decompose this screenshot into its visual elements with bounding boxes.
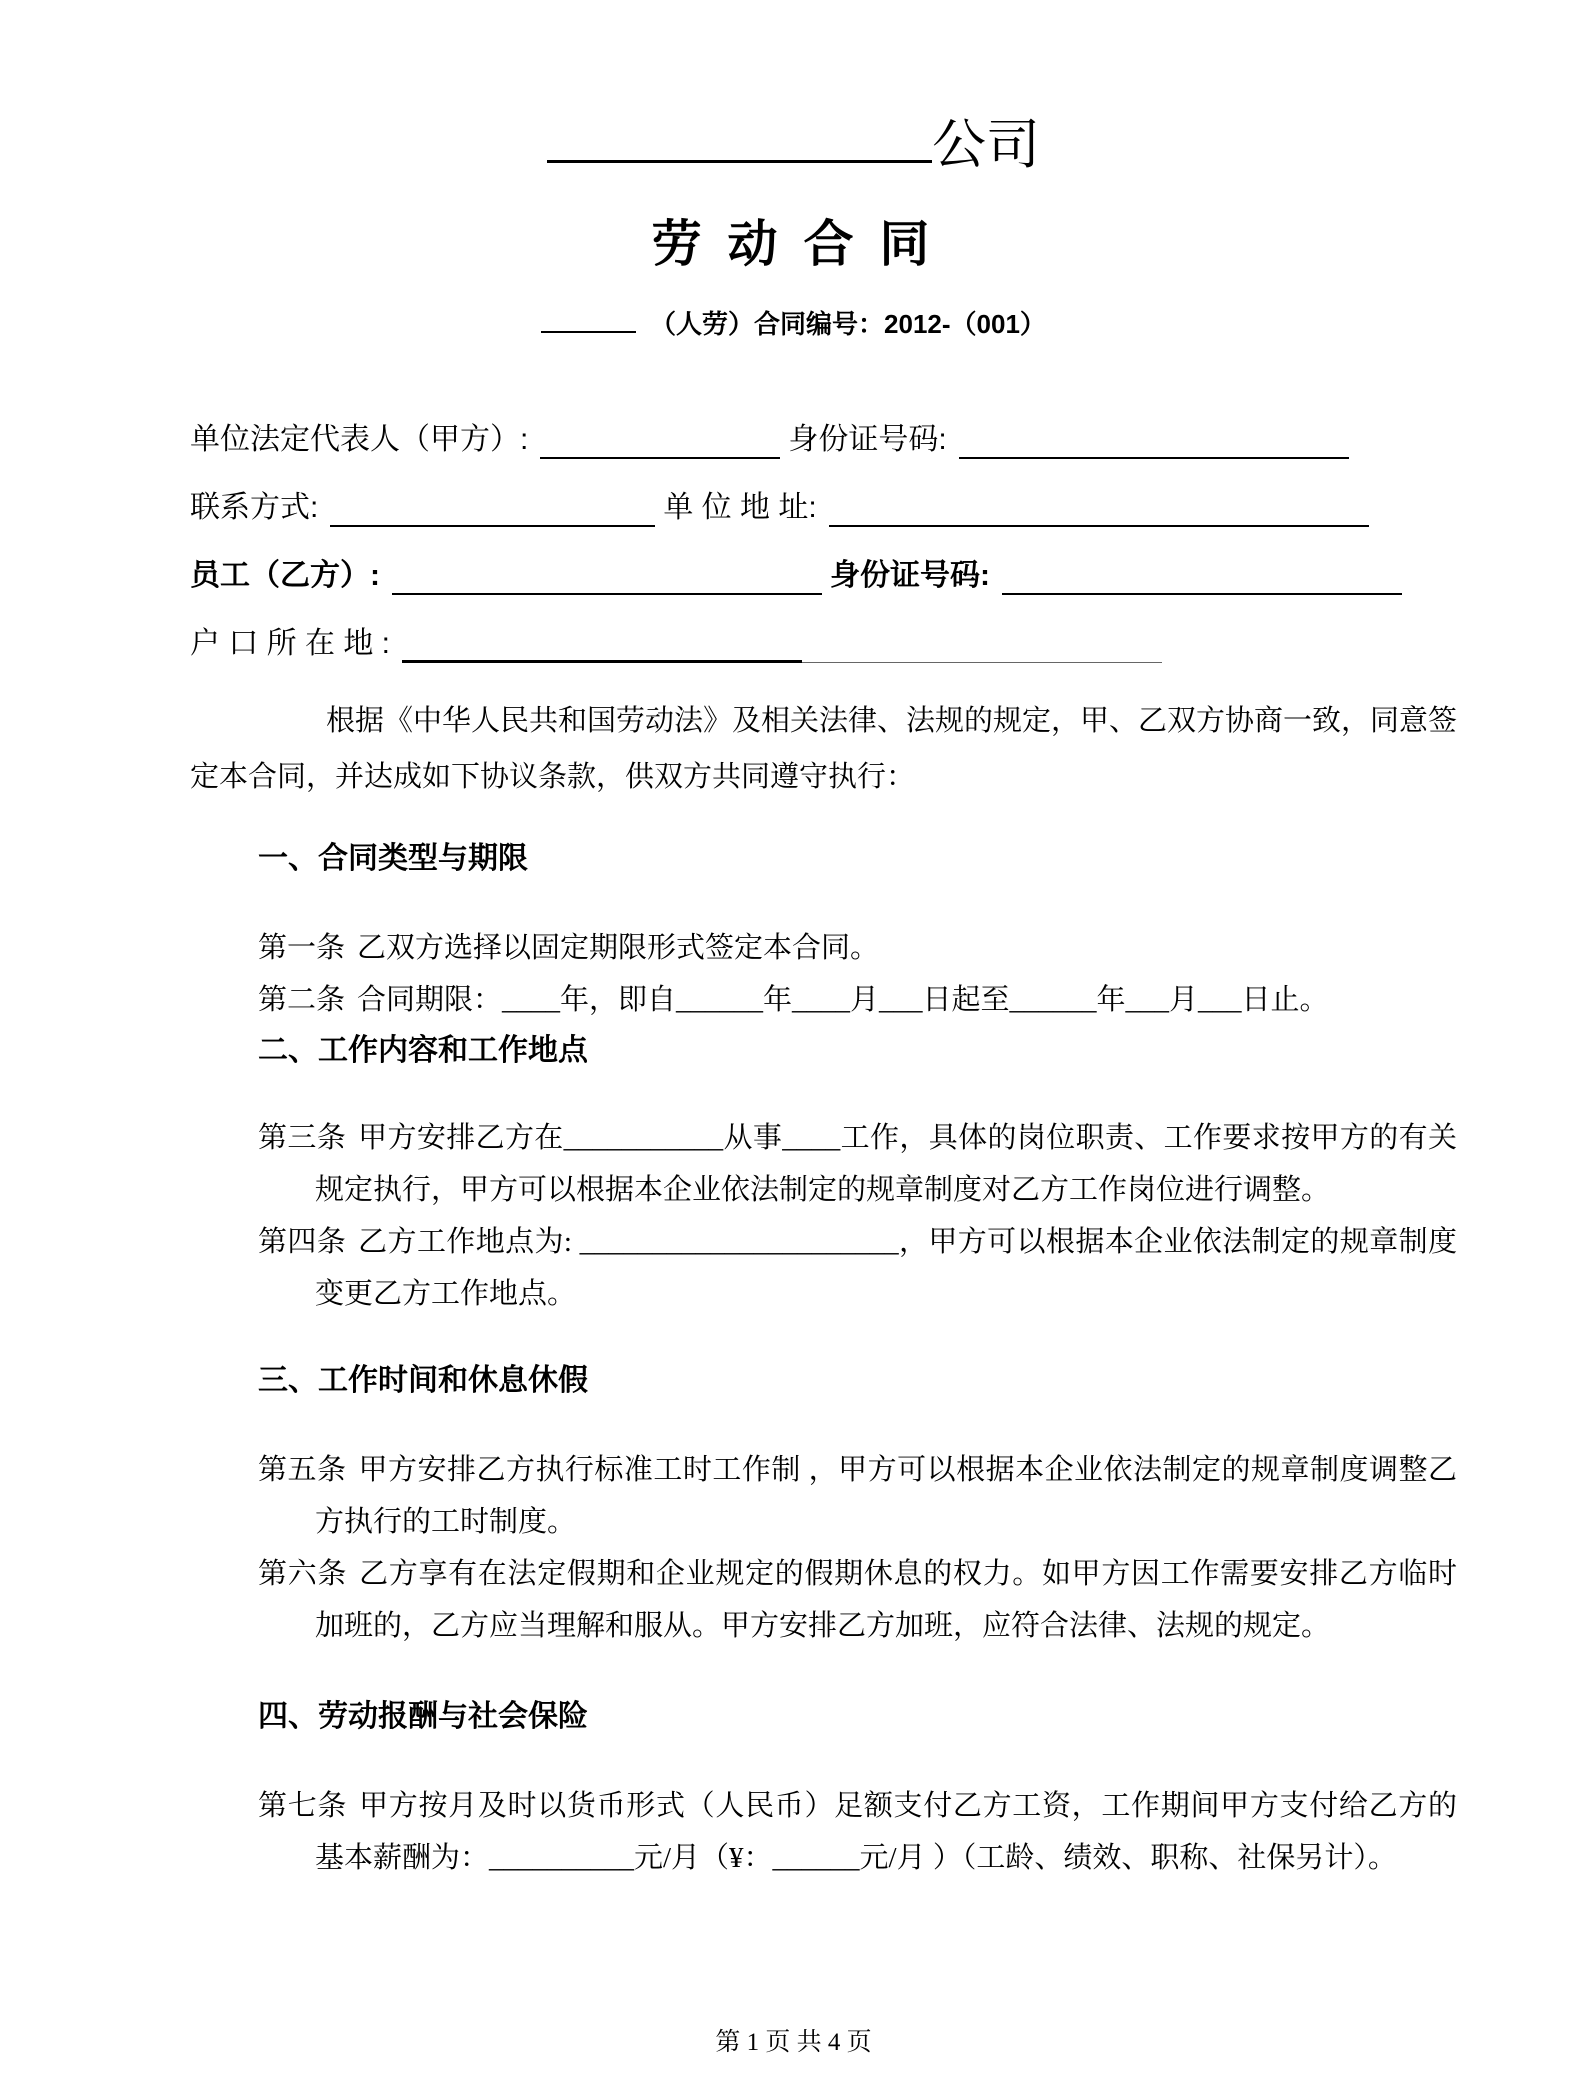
section-heading: 一、合同类型与期限 [258,842,528,875]
section [190,1026,1457,1320]
section-heading: 三、工作时间和休息休假 [258,1364,588,1397]
title-area [0,0,1587,339]
clause [190,1548,1457,1652]
clause [190,974,1457,1026]
contract-number-blank [541,307,636,333]
field-pair [663,489,1368,527]
clause-number: 第一条 [258,932,346,964]
company-name-blank [547,110,932,163]
clause-text: 甲方按月及时以货币形式（人民币）足额支付乙方工资，工作期间甲方支付给乙方的基本薪酬为：__________元/月（¥：______元/月 ）（工龄、绩效、职称、社保另计）。 [315,1790,1457,1874]
form-rows [190,421,1457,663]
form-row [190,421,1457,459]
section-heading: 二、工作内容和工作地点 [258,1034,588,1067]
form-row [190,625,1457,663]
contract-number-line [0,307,1587,339]
field-label: 联系方式: [190,491,319,524]
company-suffix: 公司 [932,115,1040,175]
contract-number: （人劳）合同编号：2012-（001） [650,309,1046,339]
section [190,1692,1457,1884]
clause-number: 第六条 [258,1558,348,1590]
section [190,1356,1457,1652]
intro-paragraph: 根据《中华人民共和国劳动法》及相关法律、法规的规定，甲、乙双方协商一致，同意签定本合同，并达成如下协议条款，供双方共同遵守执行： [190,705,1458,793]
clause [190,1112,1457,1216]
clause [190,1444,1457,1548]
clause-text: 乙方工作地点为: ______________________，甲方可以根据本企业依法制定的规章制度变更乙方工作地点。 [315,1226,1457,1310]
clause [190,1216,1457,1320]
clause-number: 第七条 [258,1790,348,1822]
clause-text: 甲方安排乙方在___________从事____工作，具体的岗位职责、工作要求按甲方的有关规定执行，甲方可以根据本企业依法制定的规章制度对乙方工作岗位进行调整。 [315,1122,1457,1206]
field-pair [830,557,1402,595]
field-blank [802,630,1162,663]
field-label: 户 口 所 在 地 : [190,627,391,660]
clause-number: 第二条 [258,984,346,1016]
section [190,834,1457,1026]
clause-number: 第三条 [258,1122,347,1154]
field-blank [330,493,655,527]
field-pair [190,489,655,527]
field-pair [190,557,822,595]
field-blank [392,561,822,595]
form-row [190,557,1457,595]
field-label: 身份证号码: [830,559,990,592]
contract-sections [190,834,1457,1884]
clause-number: 第五条 [258,1454,347,1486]
company-name-line [0,110,1587,175]
field-label: 单位法定代表人（甲方）: [190,423,529,456]
field-label: 身份证号码: [788,423,947,456]
page-footer: 第 1 页 共 4 页 [715,2029,872,2056]
clause-text: 甲方安排乙方执行标准工时工作制 ，甲方可以根据本企业依法制定的规章制度调整乙方执行的工时制度。 [315,1454,1457,1538]
field-pair [190,421,780,459]
clause [190,922,1457,974]
field-label: 单 位 地 址: [663,491,817,524]
field-blank [402,628,802,663]
clause-text: 乙方享有在法定假期和企业规定的假期休息的权力。如甲方因工作需要安排乙方临时加班的，乙方应当理解和服从。甲方安排乙方加班，应符合法律、法规的规定。 [315,1558,1457,1642]
clause-number: 第四条 [258,1226,347,1258]
field-blank [829,493,1369,527]
page-body [0,421,1587,1884]
field-label: 员工（乙方）: [190,559,380,592]
form-row [190,489,1457,527]
contract-title: 劳 动 合 同 [651,216,936,272]
field-blank [959,425,1349,459]
field-blank [540,425,780,459]
clause [190,1780,1457,1884]
field-blank [1002,561,1402,595]
field-pair [788,421,1348,459]
section-heading: 四、劳动报酬与社会保险 [258,1700,588,1733]
clause-text: 合同期限：____年，即自______年____月___日起至______年___月___日止。 [357,984,1329,1016]
clause-text: 乙双方选择以固定期限形式签定本合同。 [357,932,880,964]
